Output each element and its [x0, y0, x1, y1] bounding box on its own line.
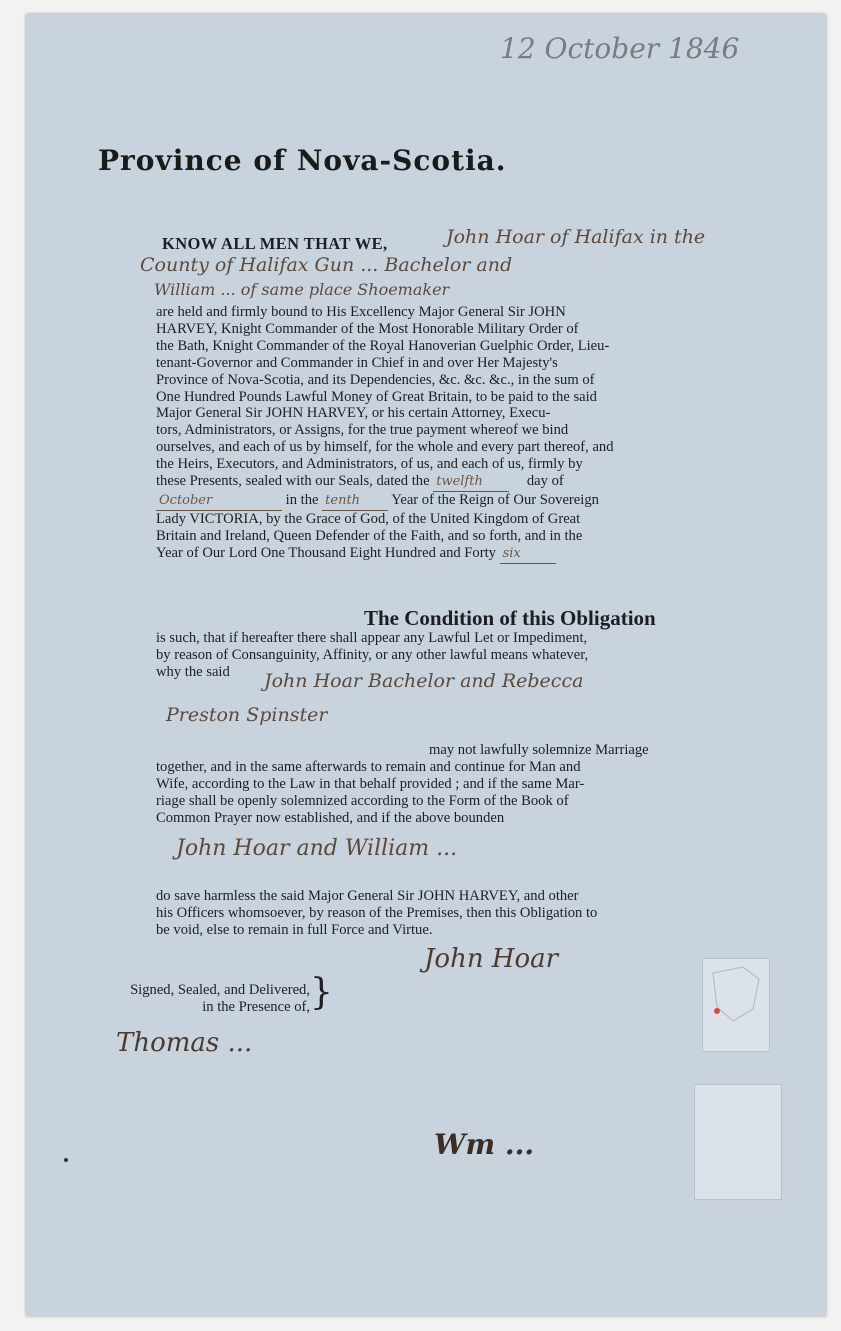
bond-line: the Bath, Knight Commander of the Royal Hanoverian Guelphic Order, Lieu- — [156, 337, 610, 354]
marriage-line: Common Prayer now established, and if the above bounden — [156, 809, 505, 826]
witness-signature: Thomas ... — [116, 1028, 253, 1058]
condition-heading: The Condition of this Obligation — [364, 606, 656, 630]
bond-line: Lady VICTORIA, by the Grace of God, of the United Kingdom of Great — [156, 510, 581, 527]
regnal-year-field: tenth — [322, 493, 388, 511]
regnal-text-b: Year of the Reign of Our Sovereign — [391, 491, 599, 508]
document-page — [26, 14, 826, 1316]
condition-line: is such, that if hereafter there shall appear any Lawful Let or Impediment, — [156, 630, 588, 646]
date-annotation: 12 October 1846 — [500, 32, 740, 65]
year-field: six — [500, 546, 556, 564]
why-label: why the said — [156, 663, 230, 680]
marriage-body — [156, 759, 584, 827]
marriage-text: may not lawfully solemnize Marriage — [429, 742, 649, 758]
bond-line: One Hundred Pounds Lawful Money of Great Britain, to be paid to the said — [156, 388, 597, 405]
regnal-line — [156, 492, 614, 511]
bonded-parties-line-3: William ... of same place Shoemaker — [154, 280, 450, 299]
brace-mark: } — [310, 972, 333, 1013]
bond-line: tors, Administrators, or Assigns, for the true payment whereof we bind — [156, 422, 569, 439]
bond-body — [156, 304, 614, 564]
bond-line: ourselves, and each of us by himself, for the whole and every part thereof, and — [156, 439, 614, 456]
signed-label-line-1: Signed, Sealed, and Delivered, — [130, 982, 310, 998]
year-text: Year of Our Lord One Thousand Eight Hundred and Forty — [156, 544, 496, 561]
month-field: October — [156, 493, 282, 511]
bonded-parties-line-1: John Hoar of Halifax in the — [446, 226, 706, 248]
bond-line: Britain and Ireland, Queen Defender of the Faith, and so forth, and in the — [156, 527, 583, 544]
document-title: Province of Nova-Scotia. — [98, 144, 507, 177]
parties-line-2: Preston Spinster — [166, 704, 328, 726]
day-field: twelfth — [433, 474, 509, 492]
ink-dot — [64, 1158, 68, 1162]
surety-signature: Wm ... — [434, 1128, 535, 1161]
principal-signature: John Hoar — [424, 944, 559, 974]
bond-line: Province of Nova-Scotia, and its Dependencies, &c. &c. &c., in the sum of — [156, 371, 595, 388]
closing-line: do save harmless the said Major General Sir JOHN HARVEY, and other — [156, 888, 579, 904]
bond-line: are held and firmly bound to His Excellency Major General Sir JOHN — [156, 304, 566, 320]
day-suffix: day of — [526, 473, 564, 490]
bond-lead: KNOW ALL MEN THAT WE, — [162, 234, 388, 253]
wax-seal-upper — [702, 958, 770, 1052]
closing-body — [156, 888, 597, 939]
wax-seal-lower — [694, 1084, 782, 1200]
bond-line: Major General Sir JOHN HARVEY, or his certain Attorney, Execu- — [156, 405, 551, 422]
year-line — [156, 545, 614, 564]
bounden-parties: John Hoar and William ... — [176, 836, 458, 861]
marriage-line: riage shall be openly solemnized according to the Form of the Book of — [156, 792, 569, 809]
dated-line — [156, 473, 614, 492]
bonded-parties-line-2: County of Halifax Gun ... Bachelor and — [140, 254, 513, 276]
parties-line-1: John Hoar Bachelor and Rebecca — [264, 670, 584, 692]
signed-sealed-label — [90, 982, 310, 1016]
bond-line: HARVEY, Knight Commander of the Most Honorable Military Order of — [156, 320, 579, 337]
seal-mark-icon — [703, 959, 769, 1051]
closing-line: his Officers whomsoever, by reason of the Premises, then this Obligation to — [156, 904, 598, 921]
dated-prefix: these Presents, sealed with our Seals, dated the — [156, 473, 430, 490]
bond-line: tenant-Governor and Commander in Chief in and over Her Majesty's — [156, 354, 558, 371]
signed-label-line-2: in the Presence of, — [202, 999, 310, 1015]
condition-line: by reason of Consanguinity, Affinity, or any other lawful means whatever, — [156, 646, 589, 663]
marriage-line: together, and in the same afterwards to remain and continue for Man and — [156, 759, 581, 775]
bond-line: the Heirs, Executors, and Administrators, of us, and each of us, firmly by — [156, 456, 583, 473]
regnal-text-a: in the — [285, 491, 319, 508]
marriage-line: Wife, according to the Law in that behalf provided ; and if the same Mar- — [156, 775, 585, 792]
closing-line: be void, else to remain in full Force and Virtue. — [156, 921, 433, 938]
